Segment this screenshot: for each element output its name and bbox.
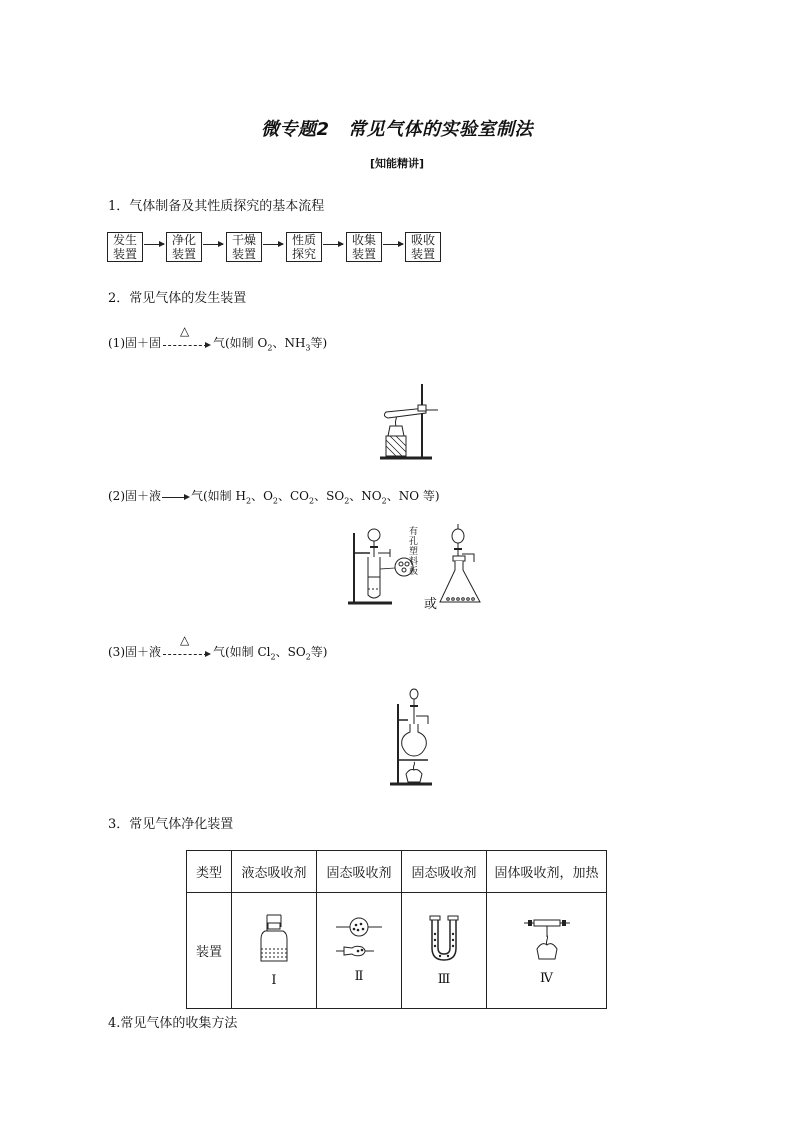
flow-box-generation [107, 232, 143, 262]
reaction-arrow [162, 491, 190, 503]
flow-box-line1: 收集 [351, 233, 376, 247]
gas-washing-bottle [257, 913, 291, 965]
case2-prefix: (2)固＋液 [108, 489, 161, 503]
device-cell-3 [402, 893, 487, 1009]
flow-box-line2: 装置 [410, 247, 435, 261]
section2-heading: 2．常见气体的发生装置 [108, 291, 247, 306]
flow-box-line1: 性质 [291, 233, 316, 247]
solid-liquid-apparatus-b [438, 522, 490, 608]
case3-line [108, 632, 328, 662]
table-row [187, 893, 607, 1009]
section-tag: [知能精讲] [369, 157, 425, 170]
case2-gas: 、NO 等) [386, 489, 440, 503]
row-header-type: 类型 [187, 851, 232, 893]
flow-box-property [286, 232, 322, 262]
device-cell-4 [487, 893, 607, 1009]
device-cell-2 [317, 893, 402, 1009]
case2-gas: 、NO [349, 489, 382, 503]
case1-gas-c: 等) [310, 336, 328, 350]
purification-table [186, 850, 607, 1009]
device-cell-1 [232, 893, 317, 1009]
case1-line [108, 323, 328, 353]
flow-box-line1: 净化 [171, 233, 196, 247]
solid-solid-heating-apparatus [376, 378, 446, 462]
case3-gas-c: 等) [310, 645, 328, 659]
table-row [187, 851, 607, 893]
flow-arrow [383, 244, 403, 245]
flow-box-line1: 吸收 [410, 233, 435, 247]
flow-box-line2: 装置 [351, 247, 376, 261]
flow-box-line2: 装置 [112, 247, 137, 261]
heat-symbol: △ [180, 632, 190, 647]
flow-arrow [323, 244, 343, 245]
section1-heading: 1．气体制备及其性质探究的基本流程 [108, 199, 325, 214]
case1-gas-a: 气(如制 O [213, 336, 268, 350]
device-numeral-4: Ⅳ [540, 971, 553, 986]
flow-arrow [144, 244, 164, 245]
case3-sub-b: 2 [305, 652, 311, 662]
flow-arrow [263, 244, 283, 245]
flow-box-line2: 装置 [231, 247, 256, 261]
case2-gas: 、O [251, 489, 273, 503]
or-label: 或 [424, 597, 438, 612]
device-numeral-1: Ⅰ [271, 973, 277, 988]
flow-box-collection [346, 232, 382, 262]
heat-arrow [163, 323, 211, 351]
case1-prefix: (1)固＋固 [108, 336, 161, 350]
column-type-4: 固体吸收剂，加热 [487, 851, 607, 893]
flow-box-line1: 发生 [112, 233, 137, 247]
case2-sub: 2 [272, 496, 278, 506]
column-type-2: 固态吸收剂 [317, 851, 402, 893]
perforated-plate-label: 有孔塑料板 [409, 527, 419, 577]
case2-sub: 2 [344, 496, 350, 506]
device-numeral-2: Ⅱ [354, 969, 364, 984]
case3-prefix: (3)固＋液 [108, 645, 161, 659]
flow-box-drying [226, 232, 262, 262]
u-tube [426, 914, 462, 964]
heat-symbol: △ [180, 323, 190, 338]
section4-heading: 4.常见气体的收集方法 [108, 1016, 238, 1031]
flow-arrow [203, 244, 223, 245]
case2-sub: 2 [381, 496, 387, 506]
flow-box-absorption [405, 232, 441, 262]
flow-box-line1: 干燥 [231, 233, 256, 247]
flow-box-purification [166, 232, 202, 262]
page-title: 微专题2 常见气体的实验室制法 [260, 119, 534, 140]
case1-sub-a: 2 [267, 343, 273, 353]
case3-gas-a: 气(如制 Cl [213, 645, 271, 659]
row-header-device: 装置 [187, 893, 232, 1009]
case3-sub-a: 2 [270, 652, 276, 662]
heat-arrow [163, 632, 211, 660]
case2-gas: 、CO [278, 489, 310, 503]
case1-gas-b: 、NH [272, 336, 306, 350]
column-type-1: 液态吸收剂 [232, 851, 317, 893]
section3-heading: 3．常见气体净化装置 [108, 817, 234, 832]
column-type-3: 固态吸收剂 [402, 851, 487, 893]
case2-sub: 2 [309, 496, 315, 506]
solid-liquid-heating-apparatus [388, 686, 438, 788]
case3-gas-b: 、SO [275, 645, 306, 659]
heated-tube [522, 915, 572, 963]
flow-box-line2: 探究 [291, 247, 316, 261]
case2-line [108, 487, 440, 505]
case2-gas: 、SO [314, 489, 345, 503]
drying-tubes [334, 917, 384, 961]
device-numeral-3: Ⅲ [437, 972, 451, 987]
case1-sub-b: 3 [305, 343, 311, 353]
case2-gas: 气(如制 H [191, 489, 246, 503]
flow-box-line2: 装置 [171, 247, 196, 261]
case2-sub: 2 [245, 496, 252, 506]
